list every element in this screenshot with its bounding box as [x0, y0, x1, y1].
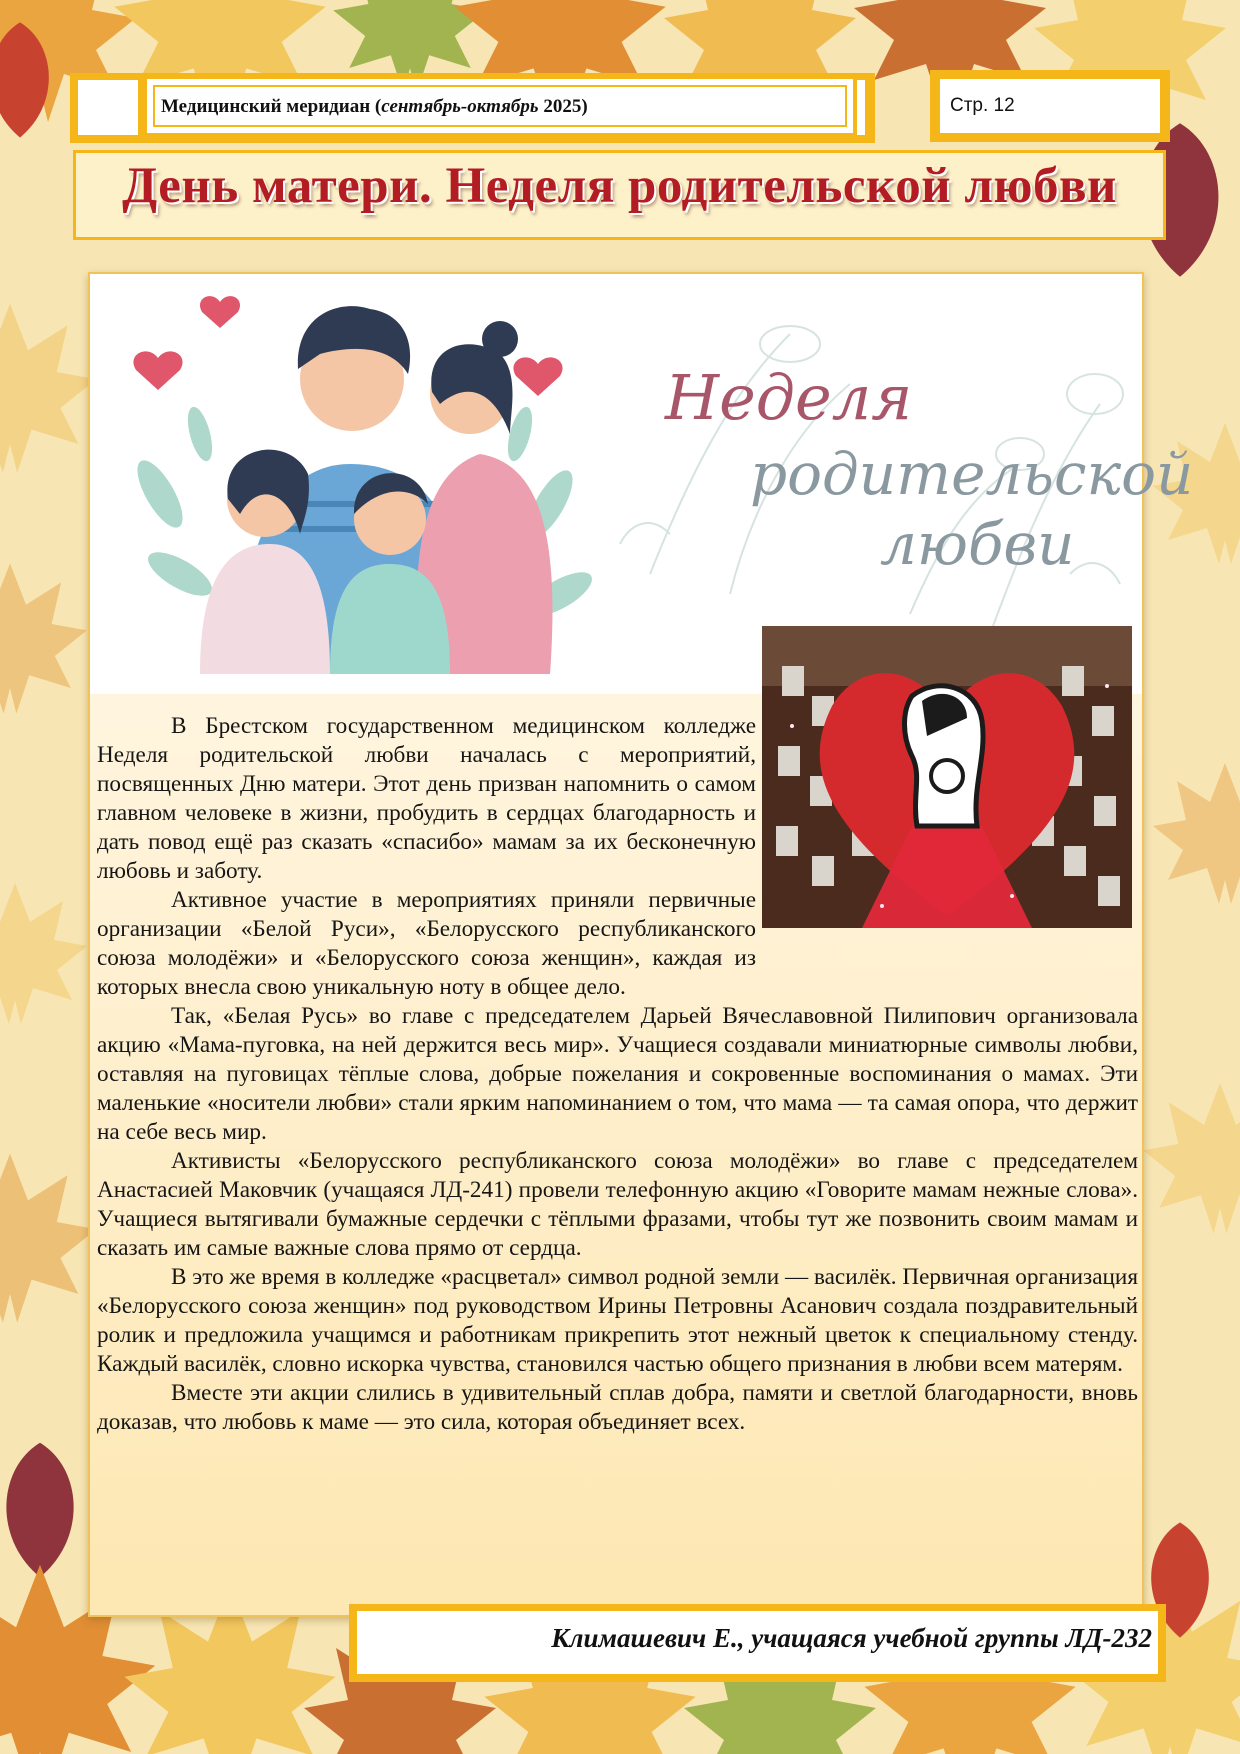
- article-paragraph: В это же время в колледже «расцветал» символ родной земли — василёк. Первичная организация «Белорусского союза женщин» под руководством Ирины Петровны Асанович создала поздравительный ролик и предложила учащимся и работникам прикрепить этот нежный цветок к специальному стенду. Каждый василёк, словно искорка чувства, становился частью общего признания в любви всем матерям.: [97, 1264, 1138, 1377]
- article-title: День матери. Неделя родительской любви: [122, 158, 1117, 214]
- article-paragraph: Активисты «Белорусского республиканского союза молодёжи» во главе с председателем Анастасией Маковчик (учащаяся ЛД-241) провели телефонную акцию «Говорите мамам нежные слова». Учащиеся вытягивали бумажные сердечки с тёплыми фразами, чтобы тут же позвонить своим мамам и сказать им самые важные слова прямо от сердца.: [97, 1148, 1138, 1261]
- photo-float-spacer: [756, 712, 1138, 982]
- author-box: [357, 1611, 1158, 1674]
- page-number: Стр. 12: [950, 95, 1015, 116]
- banner-script-line2: родительской: [750, 440, 1194, 508]
- header-separator: [857, 80, 865, 135]
- banner-script-line1: Неделя: [665, 361, 913, 434]
- banner-script-line3: любви: [880, 510, 1075, 578]
- publication-title: Медицинский меридиан (сентябрь-октябрь 2025): [161, 96, 588, 117]
- article-panel: [88, 272, 1194, 1617]
- header-left-panel: [78, 80, 138, 135]
- article-body: [97, 712, 1138, 1437]
- publication-header: [143, 75, 857, 137]
- author-credit: Климашевич Е., учащаяся учебной группы ЛД-232: [551, 1623, 1152, 1653]
- page-number-box: [938, 77, 1162, 135]
- article-paragraph: Вместе эти акции слились в удивительный сплав добра, памяти и светлой благодарности, вновь доказав, что любовь к маме — это сила, которая объединяет всех.: [97, 1380, 1138, 1435]
- title-banner: [73, 150, 1166, 240]
- article-paragraph: Активное участие в мероприятиях приняли первичные организации «Белой Руси», «Белорусского республиканского союза молодёжи» и «Белорусского союза женщин», каждая из которых внесла свою уникальную ноту в общее дело.: [97, 887, 756, 1000]
- article-paragraph: Так, «Белая Русь» во главе с председателем Дарьей Вячеславовной Пилипович организовала акцию «Мама-пуговка, на ней держится весь мир». Учащиеся создавали миниатюрные символы любви, оставляя на пуговицах тёплые слова, добрые пожелания и сокровенные воспоминания о мамах. Эти маленькие «носители любви» стали ярким напоминанием о том, что мама — та самая опора, что держит на себе весь мир.: [97, 1003, 1138, 1145]
- article-paragraph: В Брестском государственном медицинском колледже Неделя родительской любви началась с мероприятий, посвященных Дню матери. Этот день призван напомнить о самом главном человеке в жизни, пробудить в сердцах благодарность и дать повод ещё раз сказать «спасибо» мамам за их бесконечную любовь и заботу.: [97, 713, 756, 884]
